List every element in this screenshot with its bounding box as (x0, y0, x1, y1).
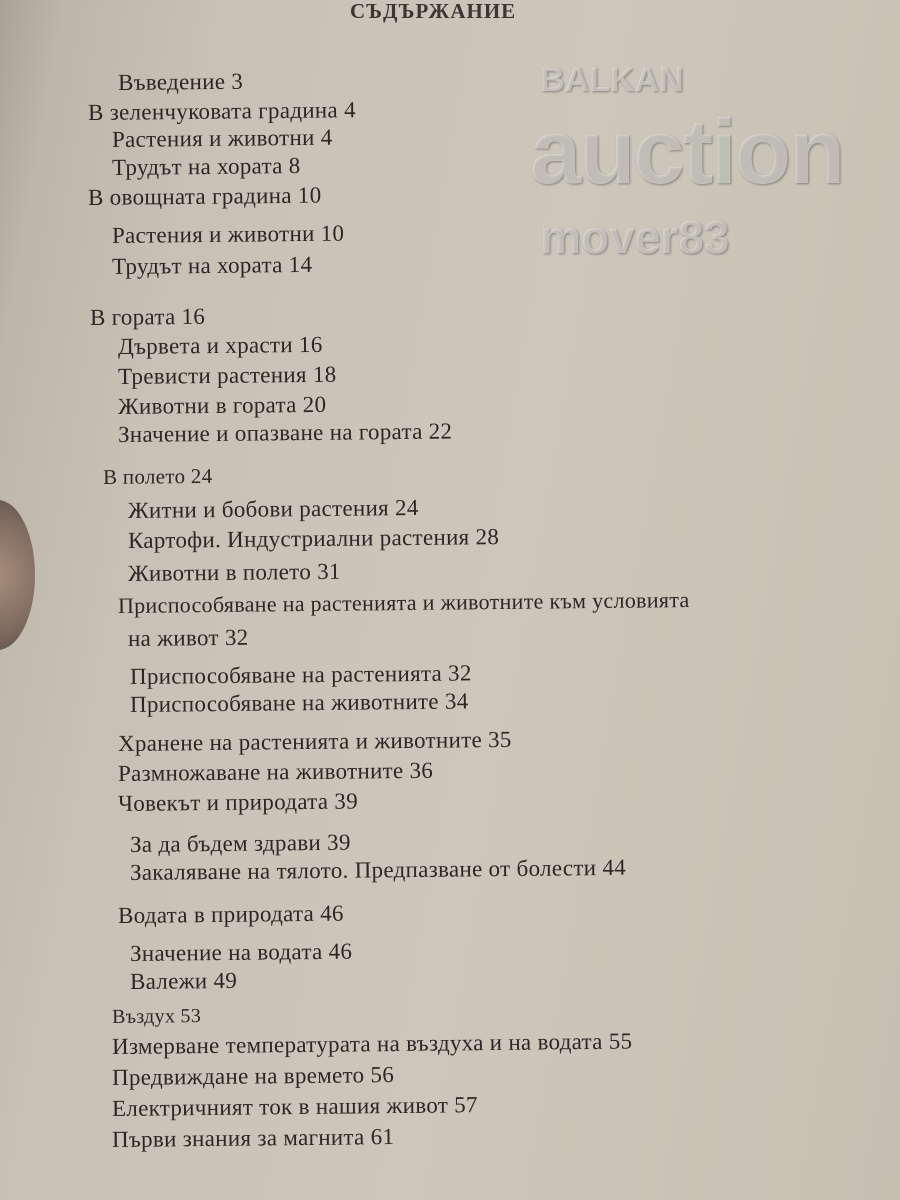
page-title: СЪДЪРЖАНИЕ (350, 0, 517, 23)
toc-entry: Трудът на хората 8 (111, 153, 301, 180)
toc-entry: В овощната градина 10 (87, 182, 322, 210)
toc-entry: Приспособяване на животните 34 (129, 688, 469, 717)
watermark-auction: auction (530, 101, 844, 203)
toc-entry: на живот 32 (127, 624, 249, 651)
watermark-balkan: BALKAN (540, 61, 684, 99)
toc-entry: Приспособяване на растенията и животните към условията (117, 587, 690, 618)
toc-entry: Първи знания за магнита 61 (111, 1124, 395, 1152)
toc-entry: Валежи 49 (129, 967, 238, 994)
toc-entry: Животни в гората 20 (117, 391, 327, 419)
toc-entry: Житни и бобови растения 24 (127, 494, 419, 523)
toc-entry: Въведение 3 (117, 68, 244, 95)
toc-entry: Човекът и природата 39 (117, 788, 359, 816)
toc-entry: Въздух 53 (111, 1005, 202, 1028)
toc-entry: Размножаване на животните 36 (117, 757, 434, 786)
toc-entry: Значение на водата 46 (129, 938, 353, 966)
toc-entry: Значение и опазване на гората 22 (117, 418, 453, 447)
toc-entry: Тревисти растения 18 (117, 361, 337, 389)
watermark-user: mover83 (540, 211, 730, 263)
toc-entry: В полето 24 (102, 463, 213, 489)
toc-entry: Измерване температурата на въздуха и на водата 55 (111, 1028, 633, 1059)
toc-entry: Водата в природата 46 (117, 900, 344, 928)
toc-entry: Електричният ток в нашия живот 57 (111, 1092, 478, 1121)
toc-entry: Хранене на растенията и животните 35 (117, 726, 512, 756)
toc-entry: В гората 16 (89, 303, 206, 330)
finger-edge (0, 500, 35, 650)
toc-entry: Растения и животни 4 (111, 124, 333, 152)
toc-entry: Животни в полето 31 (127, 558, 341, 586)
toc-entry: За да бъдем здрави 39 (129, 829, 351, 857)
toc-entry: Дървета и храсти 16 (117, 331, 323, 359)
toc-entry: Предвиждане на времето 56 (111, 1062, 395, 1090)
toc-entry: Картофи. Индустриални растения 28 (127, 524, 500, 553)
toc-entry: Приспособяване на растенията 32 (129, 660, 472, 689)
toc-entry: Трудът на хората 14 (111, 251, 313, 279)
toc-entry: Растения и животни 10 (111, 220, 345, 248)
toc-entry: Закаляване на тялото. Предпазване от болести 44 (129, 854, 627, 885)
toc-entry: В зеленчуковата градина 4 (87, 97, 356, 125)
